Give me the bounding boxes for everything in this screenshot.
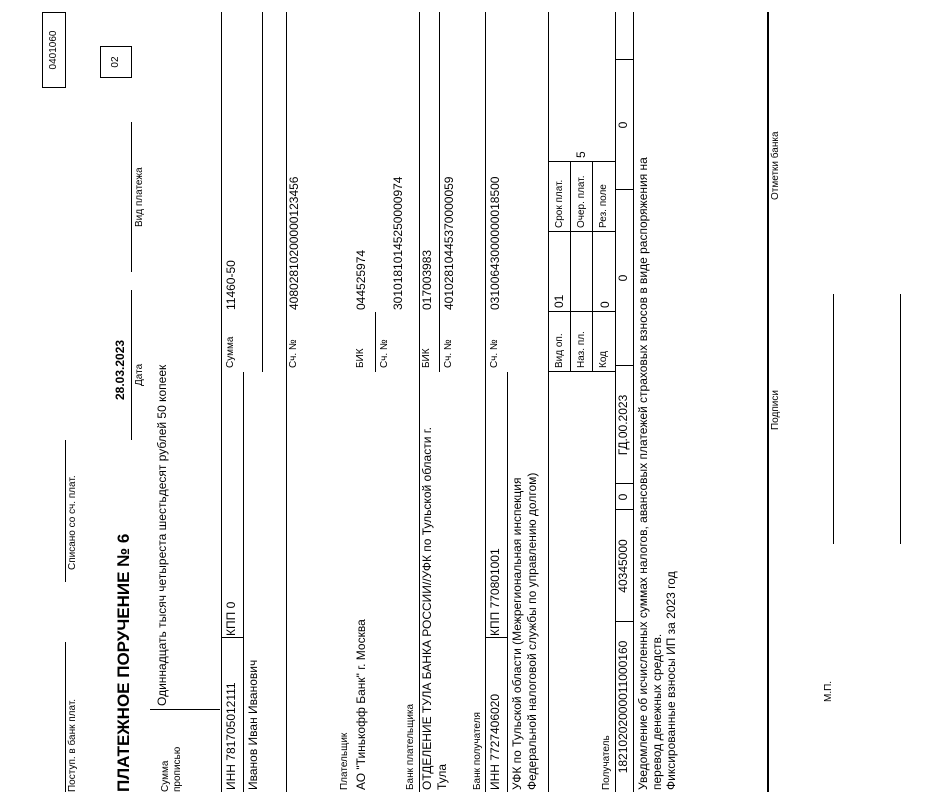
purpose-line-1: Уведомление об исчисленных суммах налогов, авансовых платежей страховых взносов в виде распоряжения на xyxy=(636,157,650,790)
op-separator-a xyxy=(548,371,615,372)
payee-bank-bik-label: БИК xyxy=(421,348,432,368)
op-separator-b xyxy=(548,311,615,312)
tax-basis: 0 xyxy=(616,493,630,501)
payer-bank-bik-label: БИК xyxy=(355,348,366,368)
stamp-label: М.П. xyxy=(823,680,834,702)
op-kod-value: 0 xyxy=(598,301,612,308)
bank-marks-label: Отметки банка xyxy=(770,131,781,200)
date-line xyxy=(131,290,132,440)
payee-bank-account-label: Сч. № xyxy=(443,339,454,368)
received-line xyxy=(65,642,66,792)
payer-bank-account-value: 30101810145250000974 xyxy=(391,176,405,310)
amount-words-label-1: Сумма xyxy=(160,760,171,792)
payee-bank-name-1: ОТДЕЛЕНИЕ ТУЛА БАНКА РОССИИ//УФК по Тульской области г. xyxy=(420,427,434,790)
purpose-line-3: Фиксированные взносы ИП за 2023 год xyxy=(664,571,678,790)
payment-type-label: Вид платежа xyxy=(134,167,145,227)
payer-bank-name: АО "Тинькофф Банк" г. Москва xyxy=(354,619,368,790)
payer-bank-label: Банк плательщика xyxy=(405,703,416,790)
debited-label: Списано со сч. плат. xyxy=(67,475,78,570)
payer-account-value: 40802810200000123456 xyxy=(287,176,301,310)
payee-bank-bik-underline xyxy=(439,12,440,372)
payee-bank-bik-value: 017003983 xyxy=(420,249,434,310)
op-row-line-2 xyxy=(592,162,593,372)
payer-account-label: Сч. № xyxy=(288,339,299,368)
grid-line-h2 xyxy=(286,12,287,792)
grid-line-h4 xyxy=(485,12,486,792)
payer-name: Иванов Иван Иванович xyxy=(246,659,260,790)
payer-bank-account-label: Сч. № xyxy=(379,339,390,368)
date-label: Дата xyxy=(134,363,145,386)
payee-bank-name-2: Тула xyxy=(435,763,449,790)
tax-oktmo: 40345000 xyxy=(616,539,630,593)
form-code: 0401060 xyxy=(48,30,59,70)
op-rez-label: Рез. поле xyxy=(598,184,609,228)
op-vid-label: Вид оп. xyxy=(554,333,565,368)
payer-sum-value: 11460-50 xyxy=(224,260,238,310)
grid-line-h8 xyxy=(767,12,769,792)
payment-type-line xyxy=(131,122,132,272)
signature-line-2 xyxy=(900,294,901,544)
payee-kpp: КПП 770801001 xyxy=(488,548,502,636)
amount-words-separator xyxy=(150,709,220,710)
tax-kbk: 18210202000011000160 xyxy=(616,640,630,774)
tax-sep-6 xyxy=(615,59,633,60)
payer-kpp: КПП 0 xyxy=(224,601,238,636)
tax-doc-date: 0 xyxy=(616,121,630,129)
status-code: 02 xyxy=(110,56,121,68)
op-row-line-1 xyxy=(570,162,571,372)
op-ocher-value: 5 xyxy=(574,151,588,158)
payer-sum-label: Сумма xyxy=(225,336,236,368)
payee-account-label: Сч. № xyxy=(489,339,500,368)
payer-label: Плательщик xyxy=(339,732,350,790)
payer-inn: ИНН 781705012111 xyxy=(224,682,238,790)
payer-bank-bik-value: 044525974 xyxy=(354,249,368,310)
op-separator-c xyxy=(548,231,615,232)
amount-words-label-2: прописью xyxy=(172,746,183,792)
grid-line-h5 xyxy=(548,12,549,792)
signature-line-1 xyxy=(833,294,834,544)
payee-name-1: УФК по Тульской области (Межрегиональная инспекция xyxy=(510,477,524,790)
op-naz-label: Наз. пл. xyxy=(576,331,587,368)
purpose-line-2: перевод денежных средств. xyxy=(650,633,664,790)
received-label: Поступ. в банк плат. xyxy=(67,698,78,792)
payee-label: Получатель xyxy=(601,735,612,790)
page-title: ПЛАТЕЖНОЕ ПОРУЧЕНИЕ № 6 xyxy=(114,533,133,792)
op-separator-d xyxy=(548,161,615,162)
payer-sum-underline xyxy=(262,12,263,372)
grid-line-h7 xyxy=(633,12,634,792)
signatures-label: Подписи xyxy=(770,390,781,430)
op-vid-value: 01 xyxy=(552,294,566,308)
payee-bank-label: Банк получателя xyxy=(472,712,483,790)
payee-name-2: Федеральной налоговой службы по управлению долгом) xyxy=(525,472,539,790)
op-ocher-label: Очер. плат. xyxy=(576,175,587,228)
date-value: 28.03.2023 xyxy=(113,339,127,400)
payee-bank-account-value: 40102810445370000059 xyxy=(442,176,456,310)
payee-inn-kpp-separator xyxy=(485,637,507,638)
grid-line-h1 xyxy=(221,12,222,792)
tax-doc-number: 0 xyxy=(616,274,630,282)
op-srok-label: Срок плат. xyxy=(554,179,565,228)
op-kod-label: Код xyxy=(598,350,609,368)
form-code-box xyxy=(42,12,66,88)
payer-bank-bik-underline xyxy=(375,312,376,372)
debited-line xyxy=(65,440,66,582)
payee-inn: ИНН 7727406020 xyxy=(488,693,502,790)
payer-inn-underline xyxy=(243,372,244,792)
amount-words-value: Одиннадцать тысяч четыреста шестьдесят рублей 50 копеек xyxy=(155,364,169,706)
status-code-box xyxy=(100,46,132,78)
payee-inn-underline xyxy=(507,372,508,792)
tax-period: ГД.00.2023 xyxy=(616,394,630,456)
payee-account-value: 03100643000000018500 xyxy=(488,176,502,310)
payer-inn-kpp-separator xyxy=(221,637,243,638)
